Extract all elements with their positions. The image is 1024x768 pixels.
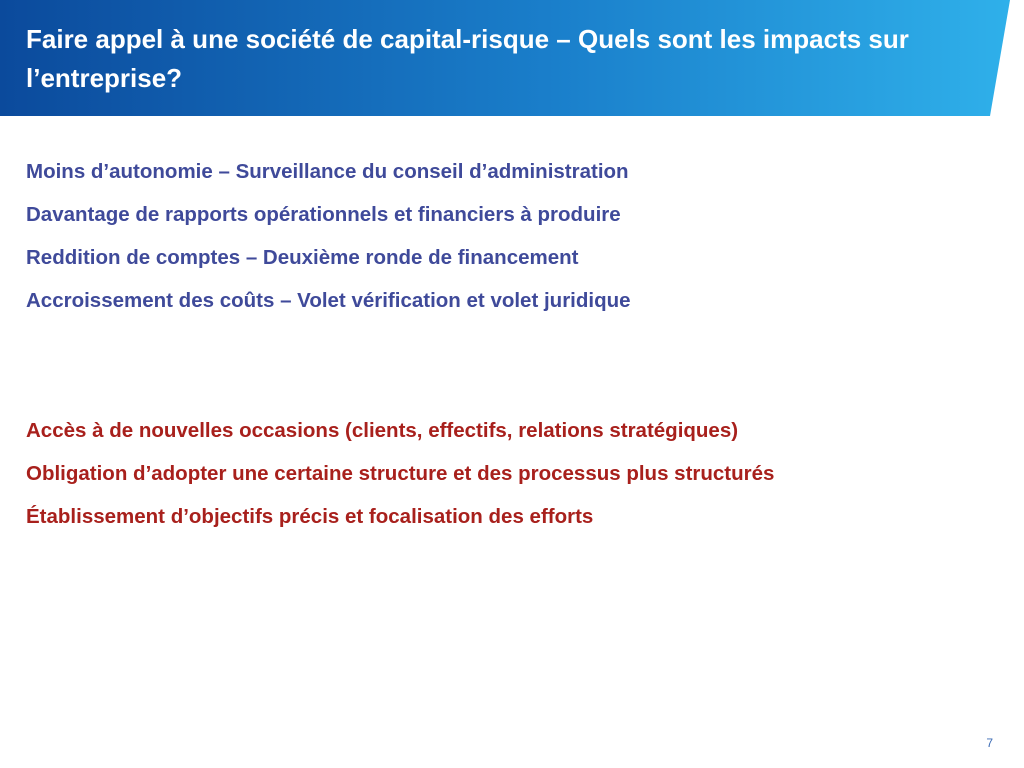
cons-list [26, 150, 1006, 322]
list-item-cons: Davantage de rapports opérationnels et financiers à produire [26, 203, 621, 226]
slide-title: Faire appel à une société de capital-risque – Quels sont les impacts sur l’entreprise? [26, 24, 909, 93]
list-item-cons: Reddition de comptes – Deuxième ronde de financement [26, 246, 579, 269]
pros-list [26, 409, 1006, 538]
list-item-cons: Moins d’autonomie – Surveillance du conseil d’administration [26, 160, 629, 183]
list-item-pros: Établissement d’objectifs précis et focalisation des efforts [26, 505, 594, 528]
page-number: 7 [986, 736, 993, 750]
list-item-pros: Accès à de nouvelles occasions (clients, effectifs, relations stratégiques) [26, 419, 739, 442]
list-item-pros: Obligation d’adopter une certaine structure et des processus plus structurés [26, 462, 775, 485]
list-item-cons: Accroissement des coûts – Volet vérification et volet juridique [26, 289, 631, 312]
